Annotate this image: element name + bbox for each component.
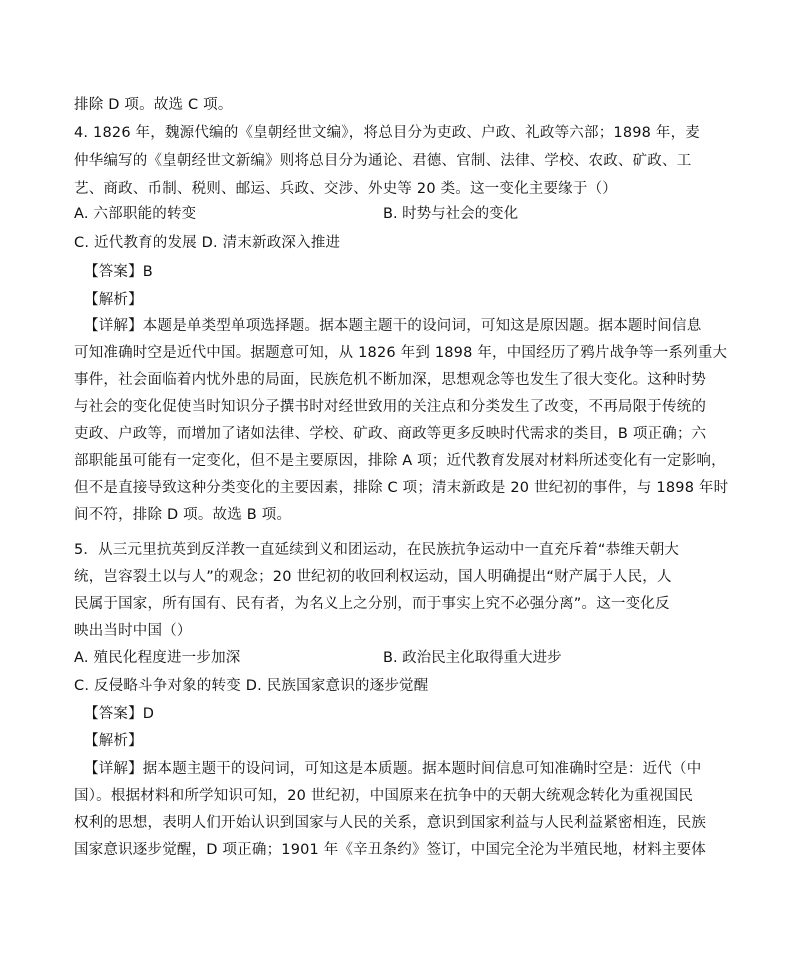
question-5-stem: 民属于国家，所有国有、民有者，为名义上之分别，而于事实上究不必强分离”。这一变化反 xyxy=(74,596,670,612)
explanation-line: 但不是直接导致这种分类变化的主要因素，排除 C 项；清末新政是 20 世纪初的事件，与 1898 年时 xyxy=(74,480,729,496)
explanation-line: 与社会的变化促使当时知识分子撰书时对经世致用的关注点和分类发生了改变，不再局限于传统的 xyxy=(74,399,707,415)
explanation-line: 部职能虽可能有一定变化，但不是主要原因，排除 A 项；近代教育发展对材料所述变化有一定影响， xyxy=(74,453,726,469)
analysis-label: 【解析】 xyxy=(84,292,143,308)
explanation-line: 国）。根据材料和所学知识可知，20 世纪初，中国原来在抗争中的天朝大统观念转化为重视国民 xyxy=(74,788,694,804)
question-5-stem: 映出当时中国（） xyxy=(74,623,192,639)
answer-label: 【答案】B xyxy=(84,264,153,280)
question-4-option-a: A. 六部职能的转变 xyxy=(74,206,197,222)
explanation-line: 事件，社会面临着内忧外患的局面，民族危机不断加深，思想观念等也发生了很大变化。这种时势 xyxy=(74,372,707,388)
question-5-stem: 5．从三元里抗英到反洋教一直延续到义和团运动，在民族抗争运动中一直充斥着“恭维天朝大 xyxy=(74,542,680,558)
explanation-line: 【详解】本题是单类型单项选择题。据本题主题干的设问词，可知这是原因题。据本题时间信息 xyxy=(84,318,702,334)
question-5-option-a: A. 殖民化程度进一步加深 xyxy=(74,650,241,666)
analysis-label: 【解析】 xyxy=(84,733,143,749)
question-5-stem: 统，岂容裂土以与人”的观念；20 世纪初的收回利权运动，国人明确提出“财产属于人民，人 xyxy=(74,569,672,585)
explanation-line: 间不符，排除 D 项。故选 B 项。 xyxy=(74,507,292,523)
explanation-line: 【详解】据本题主题干的设问词，可知这是本质题。据本题时间信息可知准确时空是：近代（中 xyxy=(84,761,702,777)
explanation-line: 可知准确时空是近代中国。据题意可知，从 1826 年到 1898 年，中国经历了鸦片战争等一系列重大 xyxy=(74,345,728,361)
question-4-option-b: B. 时势与社会的变化 xyxy=(383,206,519,222)
question-4-options-cd: C. 近代教育的发展 D. 清末新政深入推进 xyxy=(74,235,341,251)
question-4-stem: 4. 1826 年，魏源代编的《皇朝经世文编》，将总目分为吏政、户政、礼政等六部；1898 年，麦 xyxy=(74,125,701,141)
question-4-stem: 艺、商政、币制、税则、邮运、兵政、交涉、外史等 20 类。这一变化主要缘于（） xyxy=(74,181,617,197)
explanation-line: 吏政、户政等，而增加了诸如法律、学校、矿政、商政等更多反映时代需求的类目，B 项正确；六 xyxy=(74,426,707,442)
question-5-option-b: B. 政治民主化取得重大进步 xyxy=(383,650,562,666)
explanation-line: 国家意识逐步觉醒，D 项正确；1901 年《辛丑条约》签订，中国完全沦为半殖民地，材料主要体 xyxy=(74,842,706,858)
explanation-line: 权利的思想，表明人们开始认识到国家与人民的关系，意识到国家利益与人民利益紧密相连，民族 xyxy=(74,815,707,831)
text-line: 排除 D 项。故选 C 项。 xyxy=(74,97,233,113)
answer-label: 【答案】D xyxy=(84,706,155,722)
question-4-stem: 仲华编写的《皇朝经世文新编》则将总目分为通论、君德、官制、法律、学校、农政、矿政、工 xyxy=(74,153,692,169)
question-5-options-cd: C. 反侵略斗争对象的转变 D. 民族国家意识的逐步觉醒 xyxy=(74,678,429,694)
